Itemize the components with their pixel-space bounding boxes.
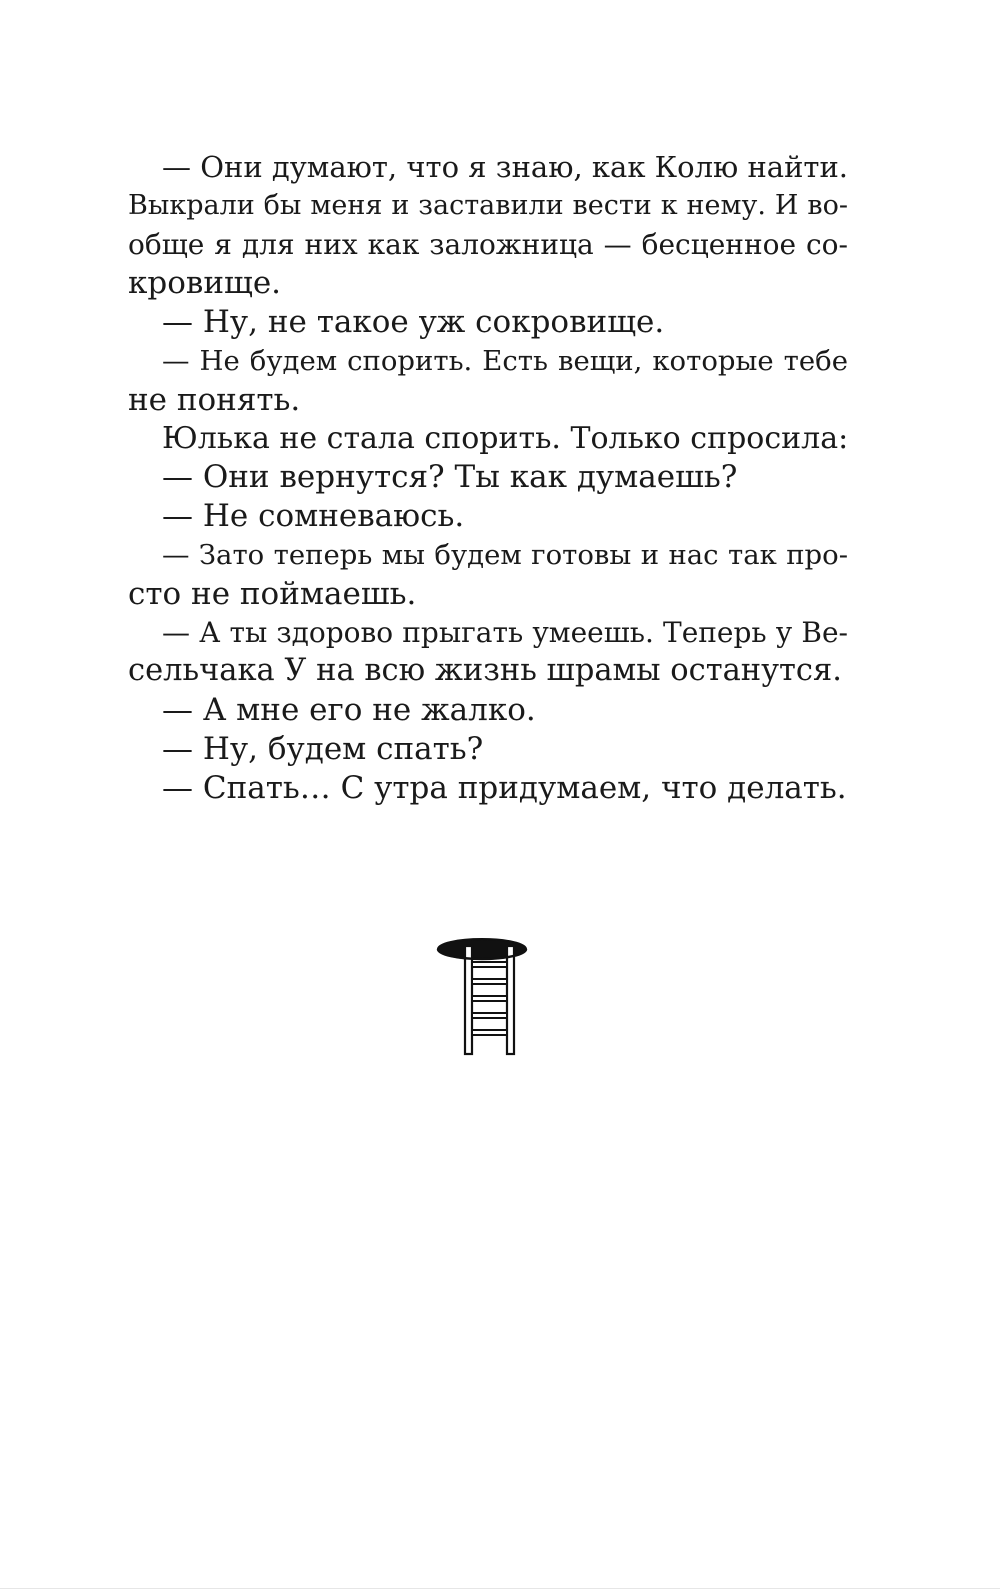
text-line: — Не сомневаюсь. bbox=[162, 498, 465, 535]
text-line: — А ты здорово прыгать умеешь. Теперь у Ве- bbox=[162, 615, 848, 649]
text-line: сто не поймаешь. bbox=[128, 575, 417, 612]
text-line: — Они думают, что я знаю, как Колю найти. bbox=[162, 150, 848, 184]
body-text bbox=[128, 148, 848, 808]
text-line: — Ну, будем спать? bbox=[162, 730, 484, 767]
hatch-with-ladder-icon bbox=[432, 932, 532, 1056]
text-line: — Не будем спорить. Есть вещи, которые тебе bbox=[162, 344, 848, 377]
text-line: — Они вернутся? Ты как думаешь? bbox=[162, 459, 738, 496]
text-line: Выкрали бы меня и заставили вести к нему. И во- bbox=[128, 189, 848, 221]
text-line: — Ну, не такое уж сокровище. bbox=[162, 304, 665, 341]
text-line: Юлька не стала спорить. Только спросила: bbox=[162, 420, 849, 456]
text-line: не понять. bbox=[128, 381, 301, 418]
text-line: сельчака У на всю жизнь шрамы останутся. bbox=[128, 653, 842, 689]
page-edge-divider bbox=[0, 1588, 1000, 1589]
text-line: кровище. bbox=[128, 265, 282, 302]
text-line: — Спать… С утра придумаем, что делать. bbox=[162, 769, 847, 806]
text-line: — А мне его не жалко. bbox=[162, 692, 536, 729]
text-line: — Зато теперь мы будем готовы и нас так про- bbox=[162, 538, 848, 571]
text-line: обще я для них как заложница — бесценное со- bbox=[128, 227, 848, 261]
